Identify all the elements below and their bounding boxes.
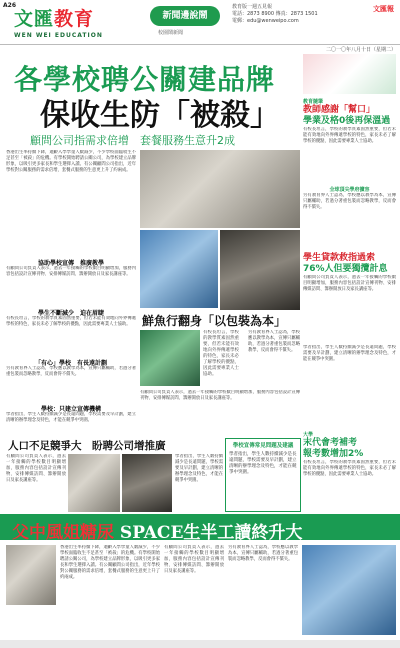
mini-logo: 文匯報 [373, 5, 394, 13]
photo-fish-shop [140, 330, 200, 386]
body-paragraph: 有顧問公司負責人表示，過去一年接觸的學校數目明顯增加，服務內容包括設計宣傳刊物、安排傳媒訪問、籌辦開放日及家長講座等。 [6, 266, 136, 277]
subhead-2: 學生不斷減少 迫在眉睫 [37, 310, 104, 317]
right-story-3 [303, 345, 396, 500]
body-paragraph: 有顧問公司負責人表示，過去一年接觸的學校數目明顯增加，服務內容包括設計宣傳刊物、安排傳媒訪問、籌辦開放日及家長講座等。 [6, 454, 66, 483]
right-tag-1: 教育隨筆 [303, 99, 324, 105]
right-title-2a: 學生貸款救指過索 [303, 253, 376, 263]
contact-line: 電郵：edu@wenweipo.com [232, 18, 299, 24]
promo-graphic [303, 54, 396, 94]
bottom-body-2: 有顧問公司負責人表示，過去一年接觸的學校數目明顯增加，服務內容包括設計宣傳刊物、安排傳媒訪問、籌辦開放日及家長講座等。 [164, 545, 224, 574]
headline-block [0, 52, 300, 147]
issue-date: 二〇一〇年八月十日（星期二） [325, 47, 396, 53]
tips-box [225, 438, 301, 512]
logo-cn-edu: 教育 [54, 8, 95, 30]
photo-meeting [140, 150, 300, 228]
right-body-3b: 有校長坦言，學校的教學質素固然重要，但若未能有效地向外界傳遞學校的特色，家長未必了解學校的優點，因此需要專業人士協助。 [303, 460, 396, 477]
body-paragraph: 有校長坦言，學校的教學質素固然重要，但若未能有效地向外界傳遞學校的特色，家長未必了解學校的優點，因此需要專業人士協助。 [6, 316, 136, 327]
photo-teacher [68, 454, 120, 512]
right-tag-3: 大學 [303, 432, 314, 438]
subhead-3: 「有心」學校 有長遠計劃 [34, 360, 107, 367]
body-paragraph: 學者指出，學生人數持續減少是長遠問題，學校需要及早計劃，建立清晰的辦學理念及特色，才能在競爭中突圍。 [6, 412, 136, 423]
page-footer [0, 640, 400, 648]
right-tag-2: 全球頂尖學府擴容 [329, 187, 370, 193]
population-headline: 人口不足競爭大 盼聘公司增推廣 [8, 440, 166, 452]
right-title-1a: 教師感謝「幫口」 [303, 105, 376, 115]
contact-line: 教育版一週五見報 [232, 4, 273, 10]
photo-presenter [220, 230, 300, 310]
contact-line: 電話：2873 8900 傳真：2873 1501 [232, 11, 318, 17]
headline-line-2: 保收生防「被殺」 [40, 98, 280, 133]
body-paragraph: 有顧問公司負責人表示，過去一年接觸的學校數目明顯增加，服務內容包括設計宣傳刊物、安排傳媒訪問、籌辦開放日及家長講座等。 [140, 390, 300, 401]
subhead-1: 協助學校宣傳 推廣教學 [37, 260, 104, 267]
headline-subtitle: 顧問公司指需求倍增 套餐服務生意升2成 [30, 134, 235, 147]
body-paragraph: 學者指出，學生人數持續減少是長遠問題，學校需要及早計劃，建立清晰的辦學理念及特色，才能在競爭中突圍。 [175, 454, 223, 483]
right-body-1: 有校長坦言，學校的教學質素固然重要，但若未能有效地向外界傳遞學校的特色，家長未必了解學校的優點，因此需要專業人士協助。 [303, 127, 396, 144]
subhead-4: 學校：只建立宣傳機構 [40, 406, 101, 413]
section-subtitle: 校園鬧新聞 [158, 30, 184, 36]
section-tag: 新聞邊說鬧 [150, 6, 220, 26]
banner-headline [12, 518, 302, 543]
right-body-2b: 有顧問公司負責人表示，過去一年接觸的學校數目明顯增加，服務內容包括設計宣傳刊物、安排傳媒訪問、籌辦開放日及家長講座等。 [303, 275, 396, 292]
logo-en: WEN WEI EDUCATION [14, 32, 103, 39]
banner-headline-a: 父中風姐糖尿 [12, 523, 114, 543]
lead-paragraph: 香港出生率持續下降，適齡入學學童人數減少，不少學校面臨收生不足甚至「被殺」的危機。有學校開始聘請公關公司，為學校建立品牌形象，以吸引更多家長和學生選擇入讀。有公關顧問公司指出，近年學校對公關服務的需求倍增，套餐式服務的生意更上升了約兩成。 [6, 150, 136, 173]
right-title-2b: 76%人但要獨攬計息 [303, 264, 388, 274]
brand-logo [14, 4, 144, 44]
right-title-3b: 報考數增加2% [303, 449, 364, 459]
photo-caption: 有校長坦言，學校的教學質素固然重要，但若未能有效地向外界傳遞學校的特色，家長未必了解學校的優點，因此需要專業人士協助。 [203, 330, 239, 377]
right-body-2: 另有教育界人士認為，學校應以教學為本，宣傳只屬輔助，若過分著重包裝而忽略教學，反而會得不償失。 [303, 193, 396, 210]
fresh-headline: 鮮魚行翻身「以包裝為本」 [142, 314, 287, 328]
photo-graduate [302, 545, 396, 635]
page-number: A26 [3, 2, 16, 9]
date-bar [0, 44, 400, 52]
headline-line-1: 各學校聘公關建品牌 [14, 63, 276, 96]
body-paragraph: 另有教育界人士認為，學校應以教學為本，宣傳只屬輔助，若過分著重包裝而忽略教學，反而會得不償失。 [248, 330, 300, 353]
bottom-body-3: 另有教育界人士認為，學校應以教學為本，宣傳只屬輔助，若過分著重包裝而忽略教學，反而會得不償失。 [228, 545, 298, 562]
bottom-body-1: 香港出生率持續下降，適齡入學學童人數減少，不少學校面臨收生不足甚至「被殺」的危機。有學校開始聘請公關公司，為學校建立品牌形象，以吸引更多家長和學生選擇入讀。有公關顧問公司指出，近年學校對公關服務的需求倍增，套餐式服務的生意更上升了約兩成。 [60, 545, 160, 580]
right-promo [303, 54, 396, 94]
banner-headline-b: SPACE生半工讀終升大 [119, 523, 303, 543]
right-story-1 [303, 98, 396, 185]
contact-info [232, 4, 318, 25]
right-title-3a: 末代會考補考 [303, 438, 358, 448]
tips-box-body: 學者指出，學生人數持續減少是長遠問題，學校需要及早計劃，建立清晰的辦學理念及特色，才能在競爭中突圍。 [229, 452, 297, 475]
photo-whiteboard [140, 230, 218, 308]
right-body-3: 學者指出，學生人數持續減少是長遠問題，學校需要及早計劃，建立清晰的辦學理念及特色，才能在競爭中突圍。 [303, 345, 396, 362]
photo-student [6, 545, 56, 605]
tips-box-title: 學校宣傳常見問題及建議 [232, 443, 294, 449]
photo-man [122, 454, 172, 512]
body-paragraph: 另有教育界人士認為，學校應以教學為本，宣傳只屬輔助，若過分著重包裝而忽略教學，反而會得不償失。 [6, 366, 136, 377]
right-title-1b: 學業及格0後再保溫過 [303, 116, 391, 126]
right-story-2 [303, 186, 396, 345]
logo-cn: 文匯 [14, 8, 55, 30]
